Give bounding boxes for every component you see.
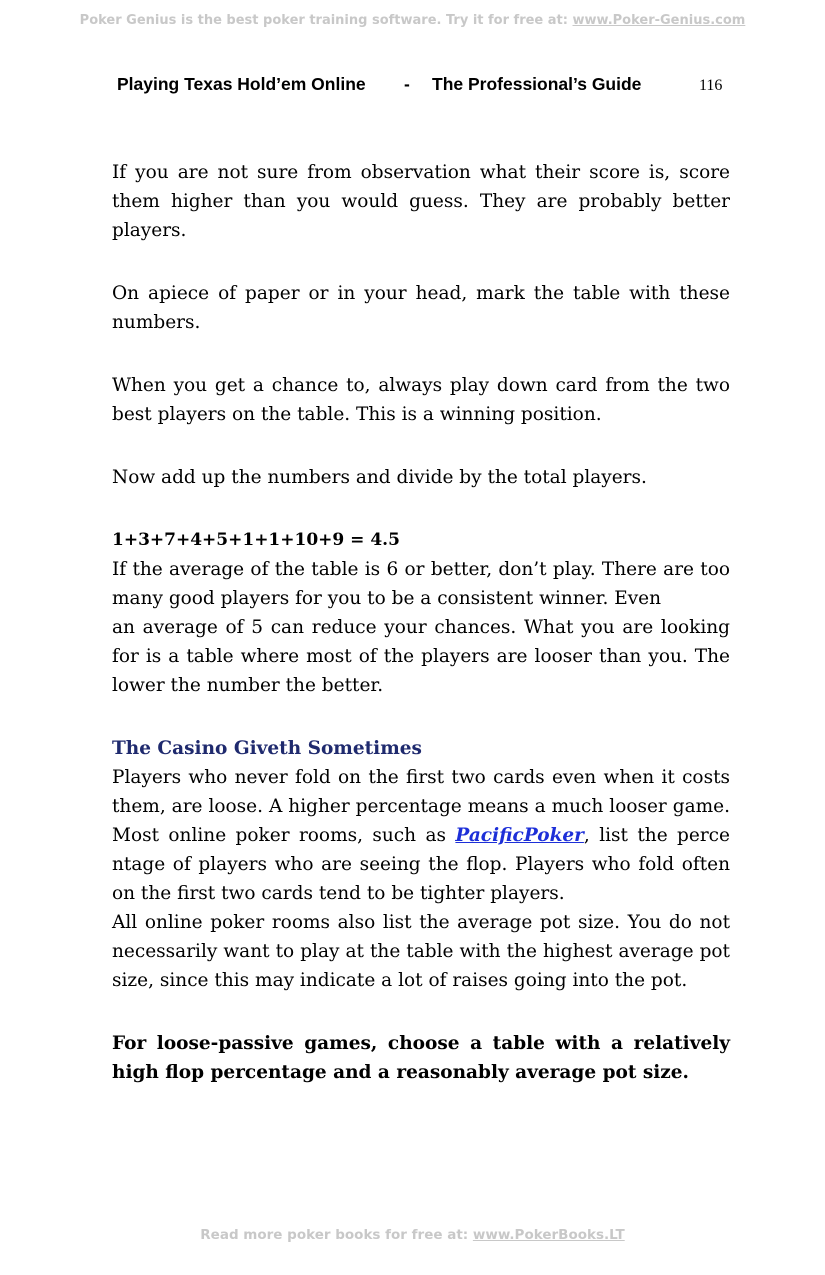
- header-separator: -: [404, 74, 410, 94]
- paragraph-mark-table: On apiece of paper or in your head, mark the table with these numbers.: [112, 283, 730, 333]
- book-title: Playing Texas Hold’em Online: [117, 74, 366, 94]
- top-banner-text: Poker Genius is the best poker training software. Try it for free at:: [79, 13, 573, 28]
- poker-books-link[interactable]: www.PokerBooks.LT: [472, 1227, 625, 1243]
- paragraph-average-warning: If the average of the table is 6 or better, don’t play. There are too many good players for you to be a consistent winner. Even: [112, 559, 730, 609]
- top-banner: [0, 13, 825, 28]
- score-equation: 1+3+7+4+5+1+1+10+9 = 4.5: [112, 530, 400, 550]
- poker-genius-link[interactable]: www.Poker-Genius.com: [572, 13, 746, 28]
- bottom-banner: [0, 1227, 825, 1243]
- paragraph-loose-players: [112, 763, 730, 908]
- loose-text-before: Players who never fold on the first two cards even when it costs them, are loose. A higher percentage means a much looser game. Most online poker rooms, such as: [112, 767, 730, 846]
- page-number: 116: [699, 77, 723, 94]
- paragraph-pot-size: All online poker rooms also list the average pot size. You do not necessarily want to play at the table with the highest average pot size, since this may indicate a lot of raises going into the pot.: [112, 912, 730, 991]
- book-subtitle: The Professional’s Guide: [432, 74, 642, 94]
- page-body: [112, 158, 730, 1087]
- paragraph-play-down-card: When you get a chance to, always play down card from the two best players on the table. This is a winning position.: [112, 375, 730, 425]
- section-heading: The Casino Giveth Sometimes: [112, 738, 422, 759]
- loose-text-after: , list the perce ntage of players who are seeing the flop. Players who fold often on the first two cards tend to be tighter players.: [112, 825, 730, 904]
- paragraph-score-higher: If you are not sure from observation what their score is, score them higher than you would guess. They are probably better players.: [112, 162, 730, 241]
- page-header: [117, 74, 725, 98]
- bottom-banner-text: Read more poker books for free at:: [200, 1227, 473, 1243]
- paragraph-conclusion: For loose-passive games, choose a table with a relatively high flop percentage and a reasonably average pot size.: [112, 1033, 730, 1083]
- paragraph-average-five: an average of 5 can reduce your chances. What you are looking for is a table where most of the players are looser than you. The lower the number the better.: [112, 617, 730, 696]
- pacific-poker-link[interactable]: PacificPoker: [455, 825, 584, 846]
- paragraph-add-numbers: Now add up the numbers and divide by the total players.: [112, 467, 647, 488]
